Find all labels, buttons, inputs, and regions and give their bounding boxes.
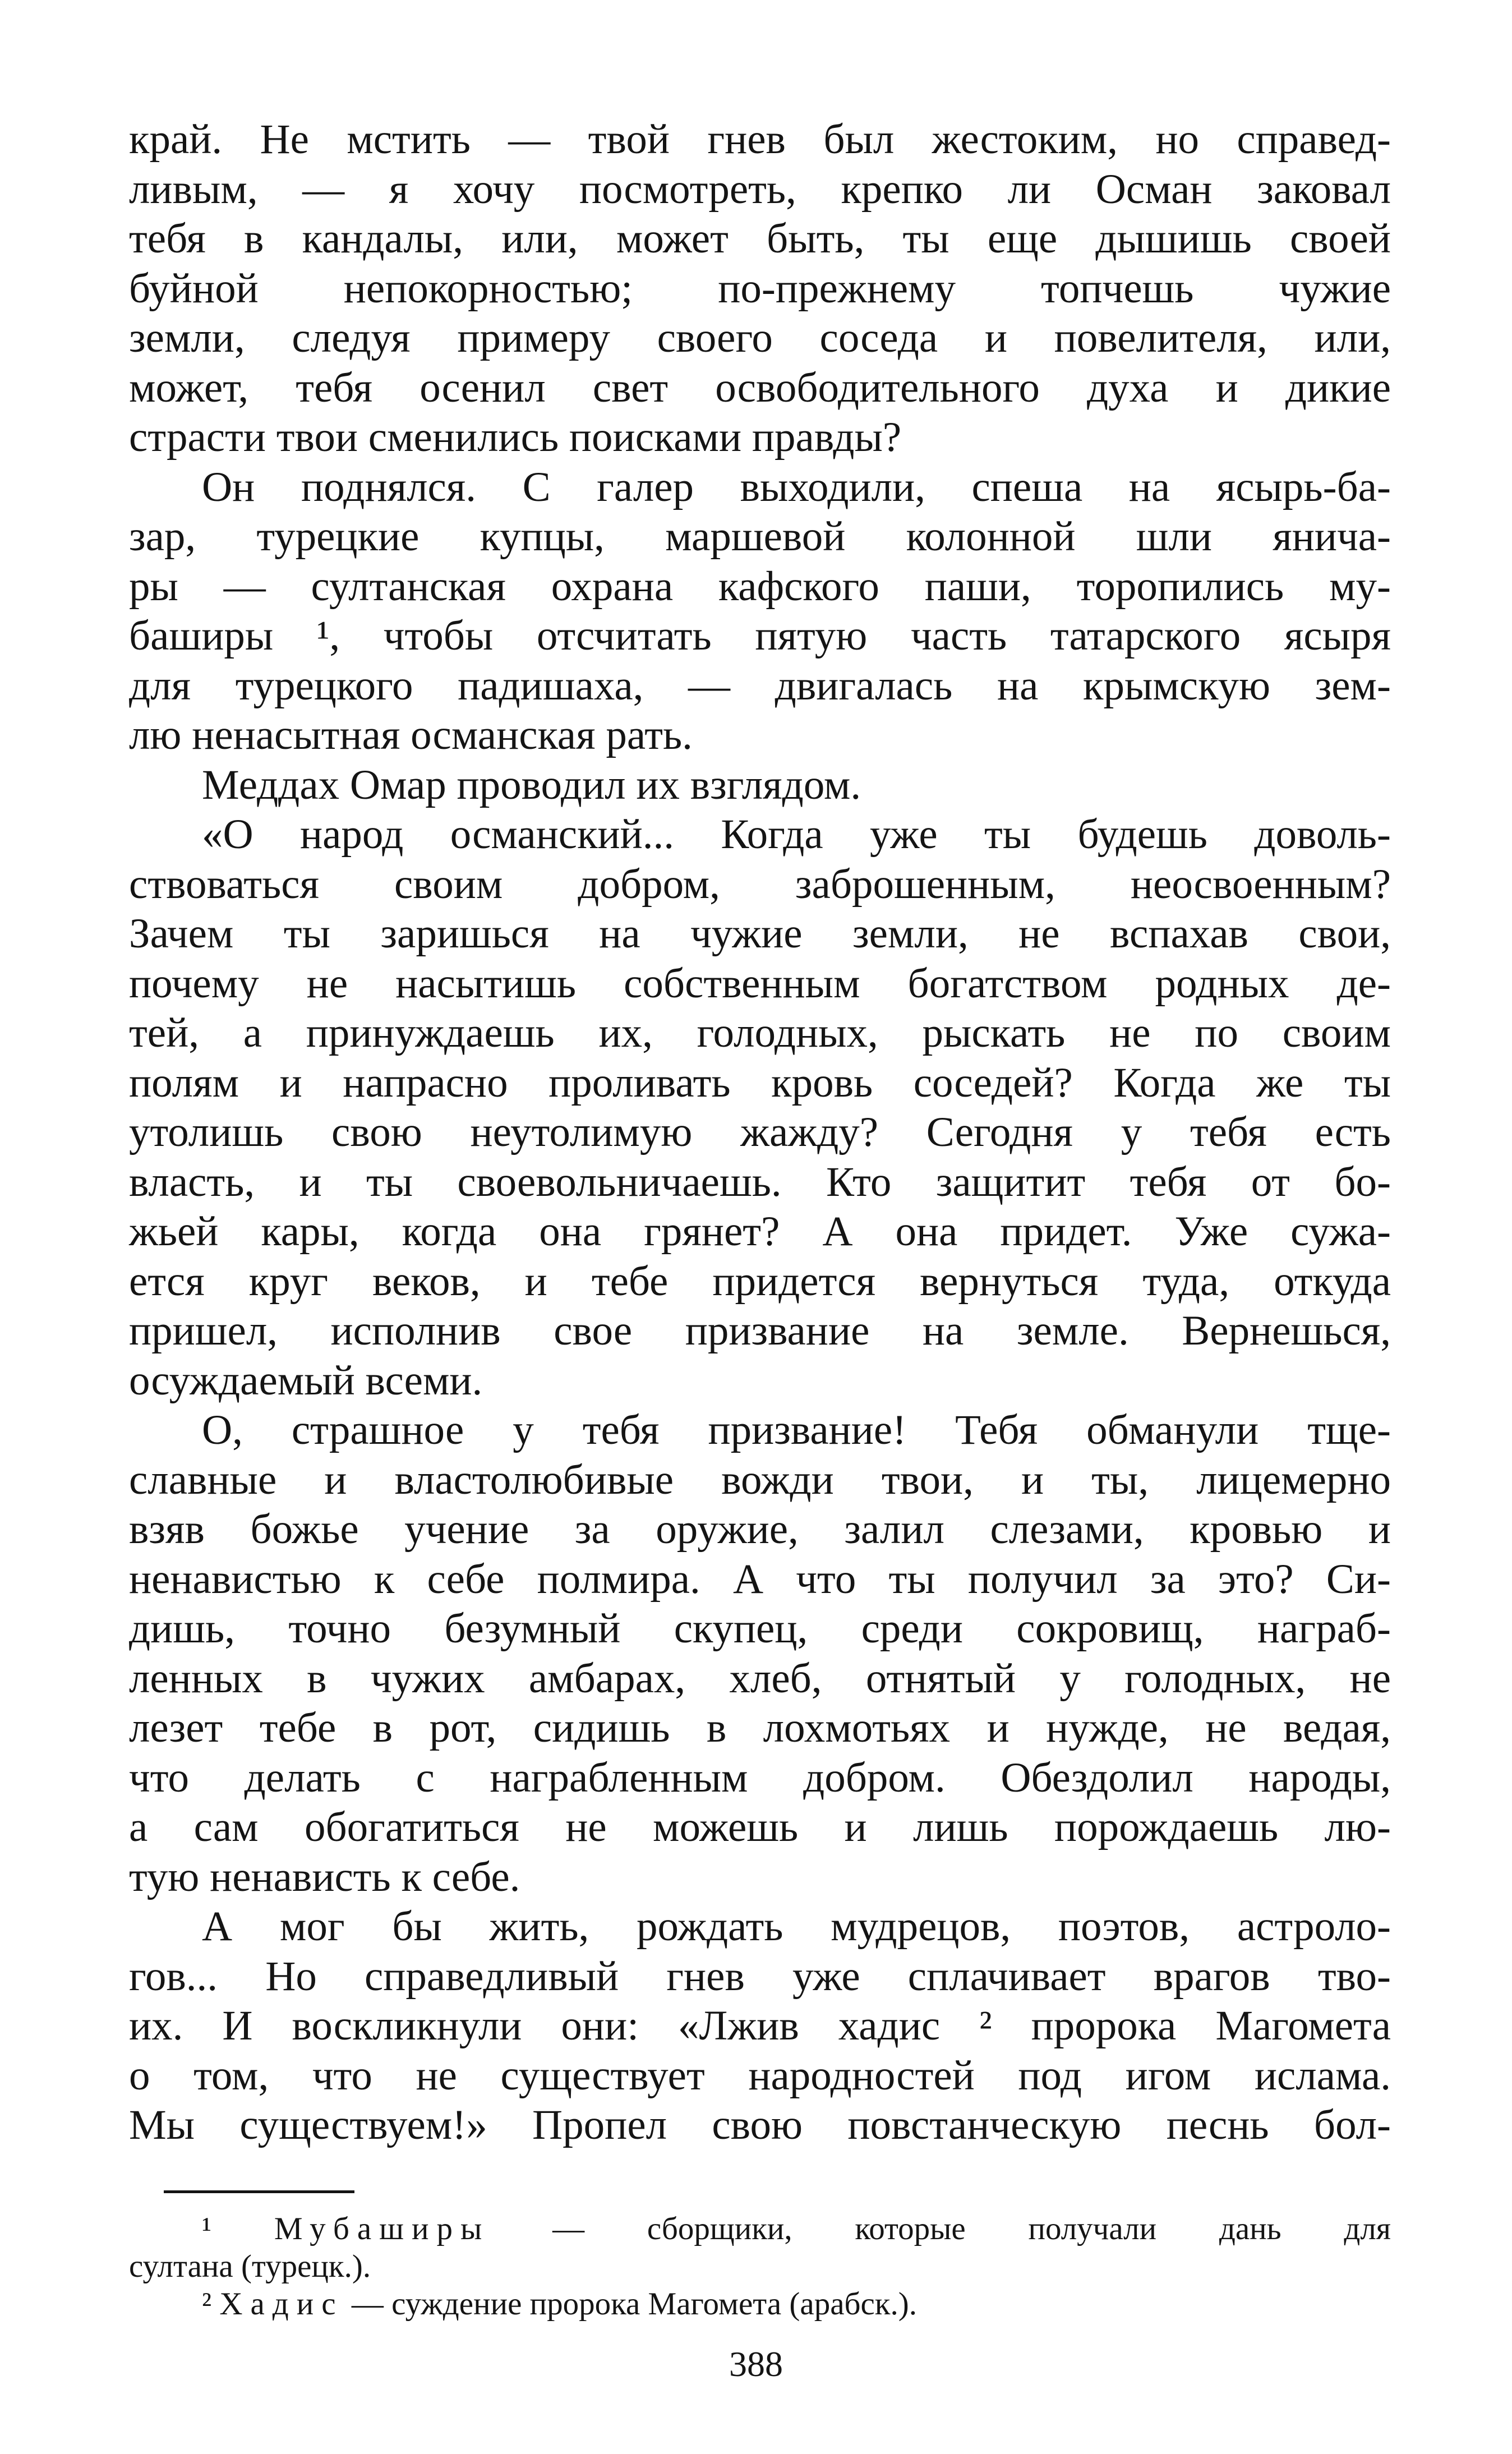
text-line: ры — султанская охрана кафского паши, торопились му- bbox=[129, 563, 1391, 610]
text-line: что делать с награбленным добром. Обездолил народы, bbox=[129, 1754, 1391, 1801]
text-line: Меддах Омар проводил их взглядом. bbox=[202, 761, 861, 808]
footnote-1-definition: — сборщики, которые получали дань для bbox=[552, 2211, 1391, 2246]
text-line: гов... Но справедливый гнев уже сплачивает врагов тво- bbox=[129, 1953, 1391, 2000]
text-line: их. И воскликнули они: «Лжив хадис ² пророка Магомета bbox=[129, 2002, 1391, 2049]
text-line: славные и властолюбивые вожди твои, и ты, лицемерно bbox=[129, 1456, 1391, 1503]
text-line: ленных в чужих амбарах, хлеб, отнятый у голодных, не bbox=[129, 1655, 1391, 1702]
text-line: страсти твои сменились поисками правды? bbox=[129, 414, 902, 461]
text-line: жьей кары, когда она грянет? А она придет. Уже сужа- bbox=[129, 1208, 1391, 1255]
footnote-divider bbox=[164, 2190, 354, 2193]
text-line: Зачем ты заришься на чужие земли, не вспахав свои, bbox=[129, 910, 1391, 957]
text-line: баширы ¹, чтобы отсчитать пятую часть татарского ясыря bbox=[129, 613, 1391, 659]
text-line: ствоваться своим добром, заброшенным, неосвоенным? bbox=[129, 860, 1391, 908]
paragraph bbox=[129, 463, 1391, 761]
text-line: тей, а принуждаешь их, голодных, рыскать не по своим bbox=[129, 1010, 1391, 1056]
text-line: Мы существуем!» Пропел свою повстанческую песнь бол- bbox=[129, 2102, 1391, 2148]
text-line: Он поднялся. С галер выходили, спеша на ясырь-ба- bbox=[202, 463, 1391, 510]
footnote-1-line-1 bbox=[129, 2210, 1391, 2248]
paragraph bbox=[129, 761, 1391, 811]
text-line: утолишь свою неутолимую жажду? Сегодня у тебя есть bbox=[129, 1109, 1391, 1155]
text-line: власть, и ты своевольничаешь. Кто защитит тебя от бо- bbox=[129, 1158, 1391, 1205]
body-text bbox=[129, 115, 1391, 2151]
footnote-1-line-2: султана (турецк.). bbox=[129, 2249, 371, 2284]
text-line: край. Не мстить — твой гнев был жестоким, но справед- bbox=[129, 116, 1391, 163]
text-line: лезет тебе в рот, сидишь в лохмотьях и нужде, не ведая, bbox=[129, 1705, 1391, 1751]
footnote-1-term: Мубаширы bbox=[274, 2211, 490, 2246]
footnote-2-term: Хадис bbox=[219, 2286, 344, 2322]
paragraph bbox=[129, 810, 1391, 1406]
text-line: буйной непокорностью; по-прежнему топчешь чужие bbox=[129, 265, 1391, 312]
text-line: почему не насытишь собственным богатством родных де- bbox=[129, 960, 1391, 1007]
text-line: «О народ османский... Когда уже ты будешь доволь- bbox=[202, 811, 1391, 858]
text-line: взяв божье учение за оружие, залил слезами, кровью и bbox=[129, 1506, 1391, 1553]
text-line: дишь, точно безумный скупец, среди сокровищ, награб- bbox=[129, 1605, 1391, 1652]
paragraph bbox=[129, 1902, 1391, 2151]
text-line: ливым, — я хочу посмотреть, крепко ли Осман заковал bbox=[129, 165, 1391, 213]
text-line: для турецкого падишаха, — двигалась на крымскую зем- bbox=[129, 662, 1391, 709]
text-line: тебя в кандалы, или, может быть, ты еще дышишь своей bbox=[129, 215, 1391, 262]
text-line: ется круг веков, и тебе придется вернуться туда, откуда bbox=[129, 1258, 1391, 1305]
footnote-1-marker: ¹ bbox=[202, 2211, 212, 2246]
text-line: земли, следуя примеру своего соседа и повелителя, или, bbox=[129, 315, 1391, 361]
text-line: ненавистью к себе полмира. А что ты получил за это? Си- bbox=[129, 1555, 1391, 1603]
footnote-2-marker: ² bbox=[202, 2286, 212, 2322]
text-line: тую ненависть к себе. bbox=[129, 1853, 520, 1900]
footnote-2-definition: — суждение пророка Магомета (арабск.). bbox=[351, 2286, 917, 2322]
text-line: осуждаемый всеми. bbox=[129, 1357, 483, 1404]
text-line: о том, что не существует народностей под игом ислама. bbox=[129, 2052, 1391, 2099]
text-line: зар, турецкие купцы, маршевой колонной шли янича- bbox=[129, 513, 1391, 560]
text-line: лю ненасытная османская рать. bbox=[129, 712, 693, 758]
text-line: пришел, исполнив свое призвание на земле. Вернешься, bbox=[129, 1307, 1391, 1354]
page-number: 388 bbox=[729, 2344, 783, 2384]
text-line: А мог бы жить, рождать мудрецов, поэтов, астроло- bbox=[202, 1903, 1391, 1950]
text-line: а сам обогатиться не можешь и лишь порождаешь лю- bbox=[129, 1804, 1391, 1850]
paragraph bbox=[129, 1406, 1391, 1902]
footnotes bbox=[129, 2210, 1391, 2323]
text-line: О, страшное у тебя призвание! Тебя обманули тще- bbox=[202, 1407, 1391, 1453]
text-line: может, тебя осенил свет освободительного духа и дикие bbox=[129, 364, 1391, 411]
footnote-2 bbox=[129, 2285, 1391, 2323]
text-line: полям и напрасно проливать кровь соседей? Когда же ты bbox=[129, 1059, 1391, 1106]
paragraph bbox=[129, 115, 1391, 463]
